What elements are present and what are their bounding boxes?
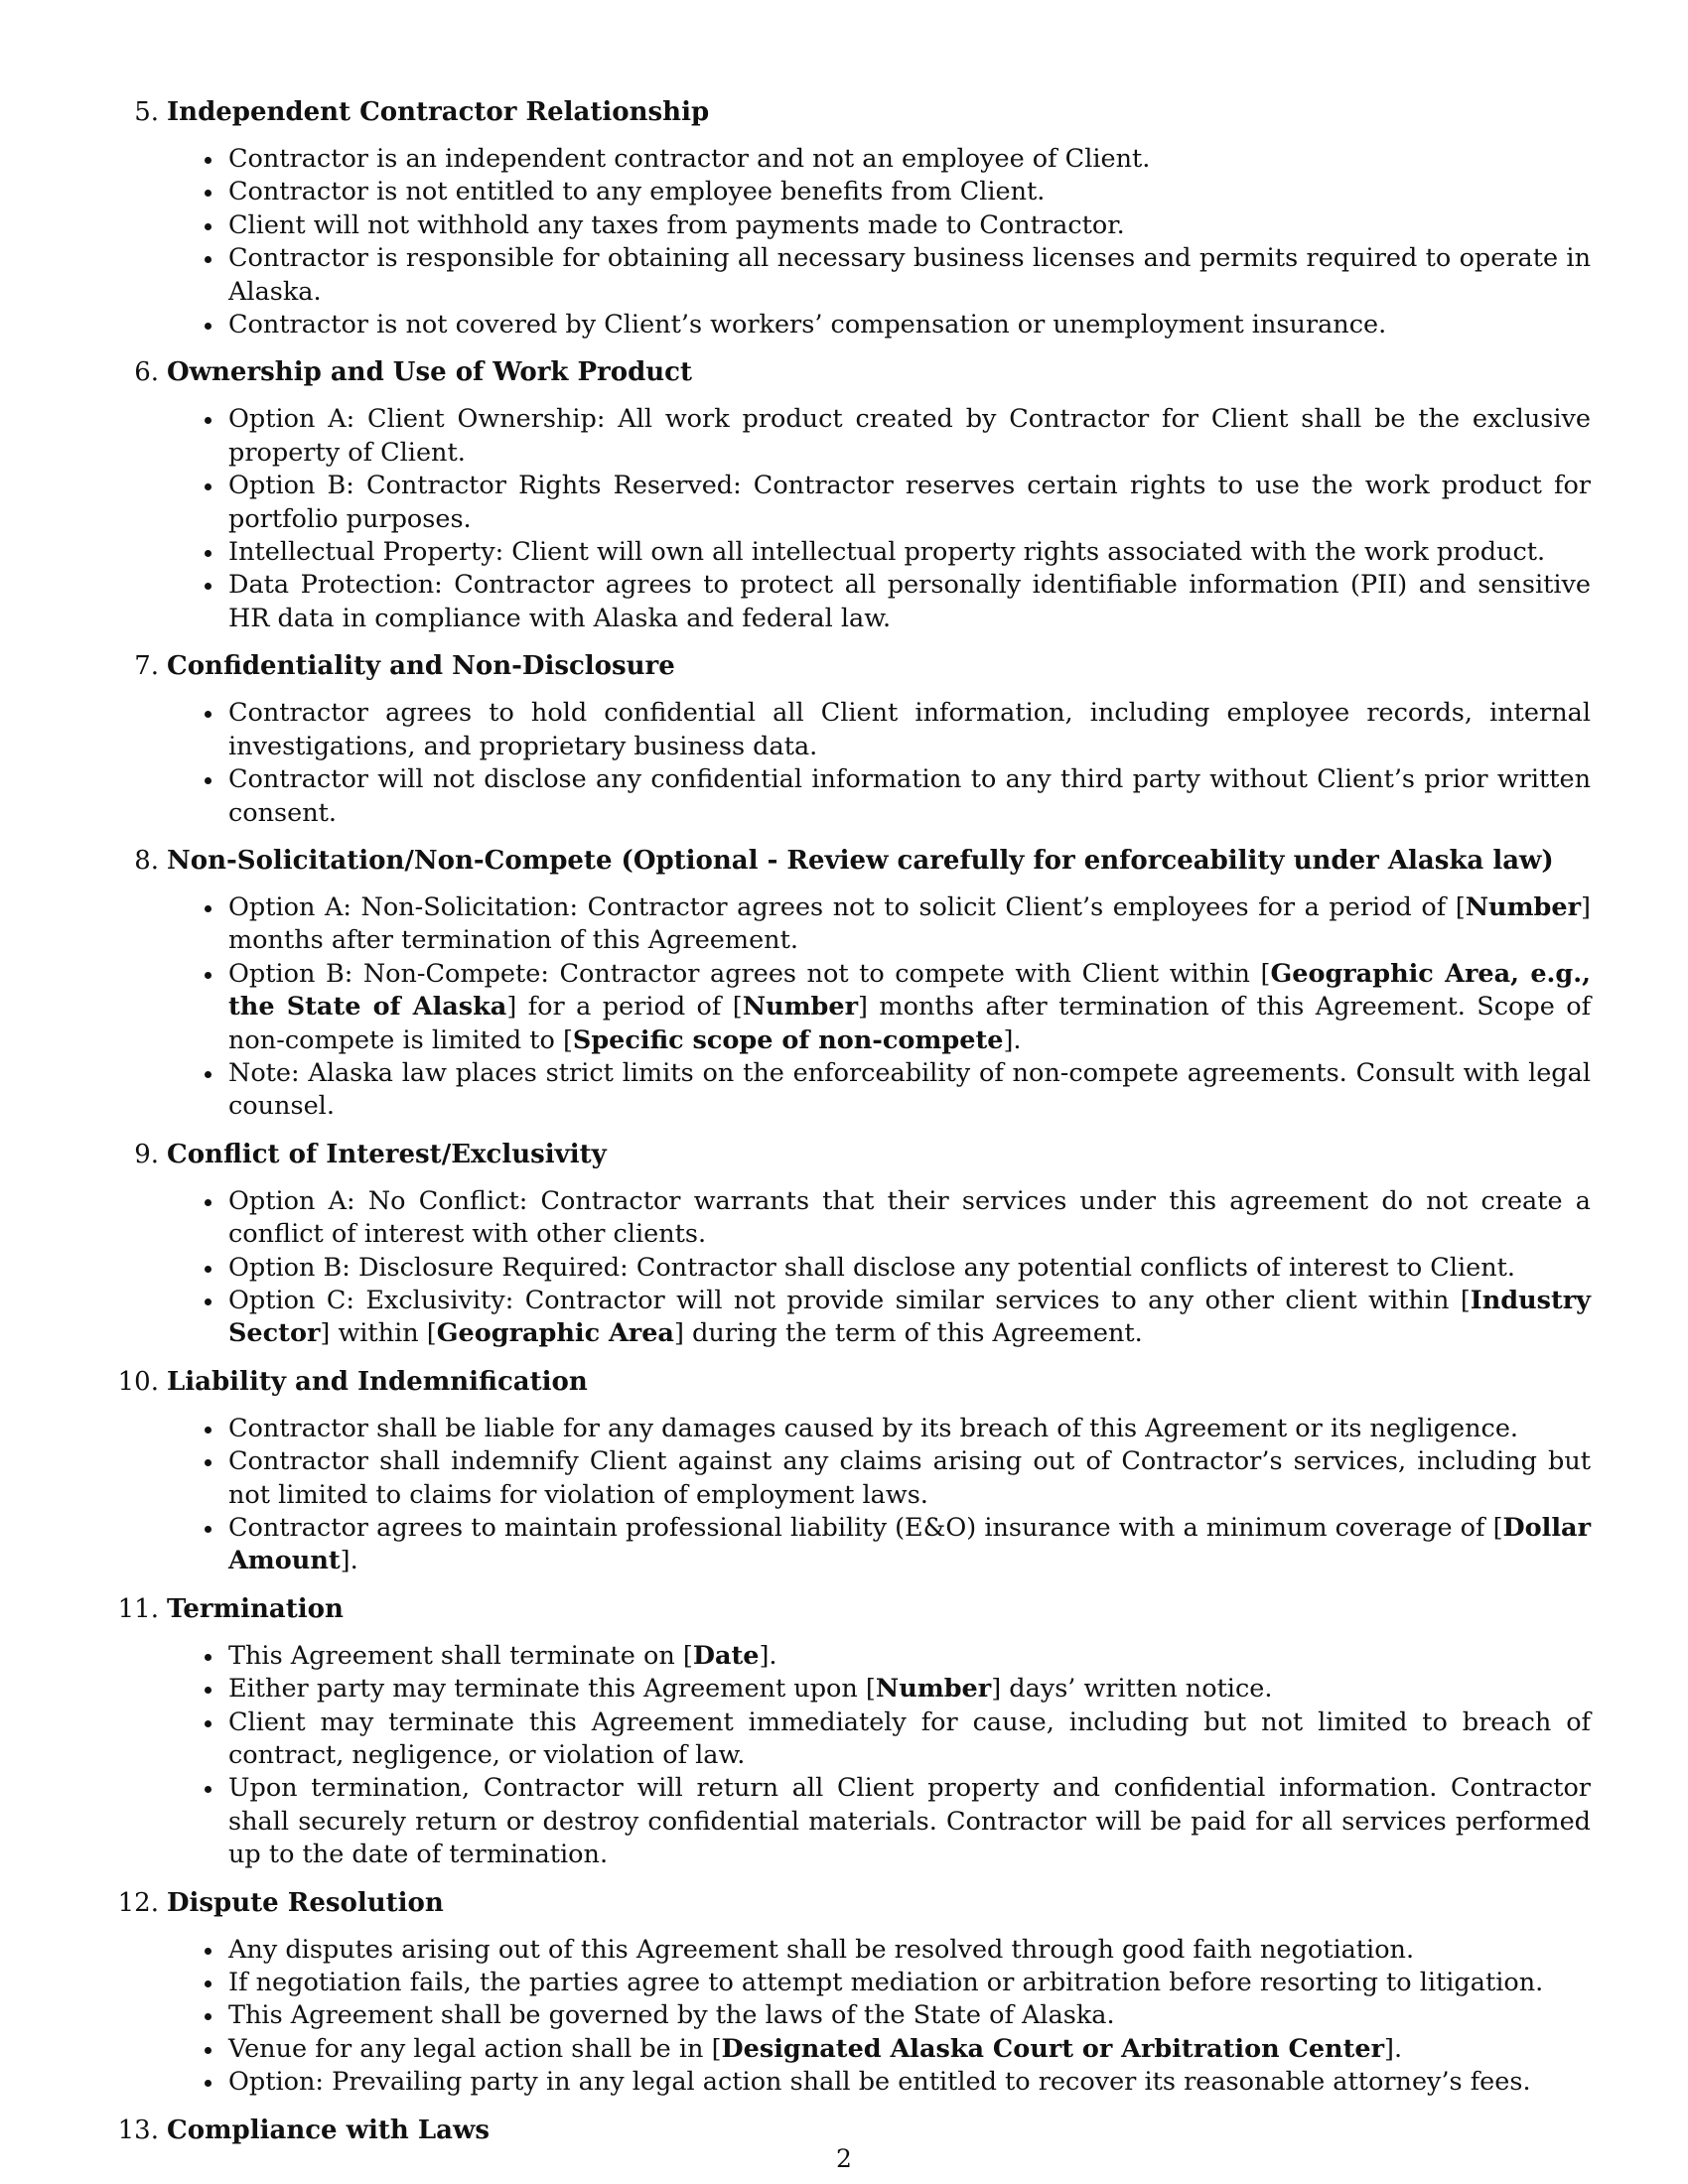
- bullet-item: [228, 403, 1591, 470]
- placeholder-field: Designated Alaska Court or Arbitration Center: [721, 2033, 1385, 2064]
- clause-text: Option B: Contractor Rights Reserved: Contractor reserves certain rights to use the work product for portfolio purposes.: [228, 471, 1591, 534]
- clause-text: This Agreement shall be governed by the laws of the State of Alaska.: [228, 2000, 1115, 2031]
- clause-text: Client will not withhold any taxes from payments made to Contractor.: [228, 209, 1125, 240]
- clause-text: Note: Alaska law places strict limits on the enforceability of non-compete agreements. Consult with legal counsel.: [228, 1057, 1591, 1122]
- section: [119, 355, 1591, 635]
- section-number: 11.: [117, 1593, 159, 1624]
- section-title: Liability and Indemnification: [167, 1366, 588, 1397]
- section: [119, 1138, 1591, 1351]
- clause-text: Contractor is not entitled to any employee benefits from Client.: [228, 177, 1046, 207]
- bullet-list: [167, 697, 1591, 830]
- bullet-list: [167, 1934, 1591, 2100]
- bullet-item: [228, 1999, 1591, 2032]
- clause-text: Option A: Non-Solicitation: Contractor agrees not to solicit Client’s employees for a period of [: [228, 891, 1466, 922]
- clause-text: Contractor will not disclose any confidential information to any third party without Client’s prior written consent.: [228, 764, 1591, 828]
- clause-text: ] days’ written notice.: [991, 1674, 1273, 1705]
- placeholder-field: Date: [692, 1640, 760, 1671]
- section-heading: [134, 844, 1591, 878]
- section-number: 9.: [134, 1139, 159, 1169]
- bullet-item: [228, 1512, 1591, 1578]
- clause-text: Option B: Non-Compete: Contractor agrees not to compete with Client within [: [228, 958, 1271, 989]
- bullet-list: [167, 1413, 1591, 1578]
- clause-text: Data Protection: Contractor agrees to protect all personally identifiable information (PII) and sensitive HR data in compliance with Alaska and federal law.: [228, 570, 1591, 633]
- bullet-item: [228, 1934, 1591, 1967]
- bullet-item: [228, 209, 1591, 242]
- bullet-item: [228, 1967, 1591, 1999]
- clause-text: ] during the term of this Agreement.: [673, 1318, 1143, 1349]
- clause-text: Option: Prevailing party in any legal action shall be entitled to recover its reasonable attorney’s fees.: [228, 2067, 1531, 2098]
- section-heading: [117, 1365, 1591, 1399]
- section-title: Ownership and Use of Work Product: [167, 357, 692, 388]
- section: [119, 2114, 1591, 2147]
- section-heading: [117, 1886, 1591, 1920]
- section-title: Termination: [167, 1593, 344, 1624]
- placeholder-field: Geographic Area, e.g., the State of Alaska: [228, 958, 1592, 1023]
- placeholder-field: Number: [875, 1674, 992, 1705]
- page-number: 2: [836, 2144, 852, 2173]
- clause-text: If negotiation fails, the parties agree to attempt mediation or arbitration before resorting to litigation.: [228, 1968, 1544, 1998]
- bullet-list: [167, 1640, 1591, 1872]
- placeholder-field: Number: [1465, 891, 1582, 922]
- bullet-item: [228, 958, 1591, 1057]
- bullet-item: [228, 2033, 1591, 2066]
- section-number: 12.: [117, 1887, 159, 1918]
- clause-text: Any disputes arising out of this Agreement shall be resolved through good faith negotiation.: [228, 1934, 1415, 1965]
- clause-text: Venue for any legal action shall be in [: [228, 2033, 722, 2064]
- section-heading: [134, 649, 1591, 683]
- section-heading: [134, 95, 1591, 129]
- section: [119, 649, 1591, 830]
- bullet-item: [228, 2066, 1591, 2099]
- clause-text: Contractor agrees to hold confidential all Client information, including employee records, internal investigations, and proprietary business data.: [228, 698, 1591, 761]
- bullet-item: [228, 763, 1591, 830]
- clause-text: ].: [1384, 2033, 1403, 2064]
- clause-text: Upon termination, Contractor will return all Client property and confidential information. Contractor shall securely return or destroy confidential materials. Contractor will be paid for all services performed up to the date of termination.: [228, 1773, 1591, 1870]
- section-number: 8.: [134, 845, 159, 876]
- clause-text: This Agreement shall terminate on [: [228, 1640, 693, 1671]
- clause-text: ].: [759, 1640, 777, 1671]
- section-title: Non-Solicitation/Non-Compete (Optional - Review carefully for enforceability under Alaska law): [167, 845, 1554, 876]
- section-number: 10.: [117, 1366, 159, 1397]
- section: [119, 844, 1591, 1124]
- section-title: Dispute Resolution: [167, 1887, 444, 1918]
- bullet-item: [228, 1057, 1591, 1124]
- clause-text: Contractor agrees to maintain professional liability (E&O) insurance with a minimum coverage of [: [228, 1513, 1503, 1543]
- placeholder-field: Number: [742, 992, 859, 1023]
- bullet-item: [228, 1185, 1591, 1252]
- section: [119, 1365, 1591, 1578]
- section-title: Confidentiality and Non-Disclosure: [167, 651, 675, 682]
- section-heading: [117, 1592, 1591, 1626]
- bullet-item: [228, 891, 1591, 958]
- clause-text: ] within [: [320, 1318, 437, 1349]
- section-number: 5.: [134, 97, 159, 127]
- bullet-item: [228, 569, 1591, 635]
- bullet-item: [228, 1252, 1591, 1285]
- clause-text: Contractor is not covered by Client’s workers’ compensation or unemployment insurance.: [228, 310, 1387, 341]
- section-title: Compliance with Laws: [167, 2115, 491, 2145]
- clause-text: Option B: Disclosure Required: Contractor shall disclose any potential conflicts of interest to Client.: [228, 1252, 1515, 1283]
- bullet-item: [228, 143, 1591, 176]
- clause-text: Contractor is responsible for obtaining all necessary business licenses and permits required to operate in Alaska.: [228, 243, 1591, 307]
- bullet-item: [228, 470, 1591, 536]
- section-heading: [134, 355, 1591, 389]
- clause-text: Client may terminate this Agreement immediately for cause, including but not limited to breach of contract, negligence, or violation of law.: [228, 1706, 1591, 1771]
- bullet-item: [228, 309, 1591, 341]
- bullet-item: [228, 536, 1591, 569]
- section-title: Conflict of Interest/Exclusivity: [167, 1139, 607, 1169]
- clause-text: ] for a period of [: [506, 992, 743, 1023]
- bullet-item: [228, 1772, 1591, 1871]
- section-number: 7.: [134, 651, 159, 682]
- placeholder-field: Specific scope of non-compete: [572, 1024, 1004, 1055]
- section-heading: [117, 2114, 1591, 2147]
- placeholder-field: Industry Sector: [228, 1285, 1591, 1349]
- clause-text: Option A: Client Ownership: All work product created by Contractor for Client shall be the exclusive property of Client.: [228, 404, 1591, 468]
- section-title: Independent Contractor Relationship: [167, 97, 710, 127]
- bullet-item: [228, 1706, 1591, 1773]
- clause-text: Option A: No Conflict: Contractor warrants that their services under this agreement do not create a conflict of interest with other clients.: [228, 1185, 1591, 1250]
- bullet-item: [228, 176, 1591, 208]
- bullet-item: [228, 697, 1591, 763]
- bullet-item: [228, 1445, 1591, 1512]
- bullet-list: [167, 143, 1591, 341]
- clause-text: Contractor shall indemnify Client against any claims arising out of Contractor’s services, including but not limited to claims for violation of employment laws.: [228, 1446, 1591, 1510]
- clause-text: Contractor shall be liable for any damages caused by its breach of this Agreement or its negligence.: [228, 1413, 1519, 1443]
- document-body: [119, 95, 1591, 2161]
- bullet-item: [228, 1640, 1591, 1673]
- placeholder-field: Dollar Amount: [228, 1513, 1591, 1576]
- section-number: 13.: [117, 2115, 159, 2145]
- bullet-list: [167, 1185, 1591, 1351]
- bullet-item: [228, 1413, 1591, 1445]
- clause-text: ] months after termination of this Agreement. Scope of non-compete is limited to [: [228, 992, 1592, 1055]
- section: [119, 1592, 1591, 1872]
- clause-text: Contractor is an independent contractor and not an employee of Client.: [228, 144, 1151, 174]
- bullet-list: [167, 403, 1591, 635]
- section: [119, 95, 1591, 341]
- clause-text: ].: [1003, 1024, 1022, 1055]
- clause-text: Option C: Exclusivity: Contractor will not provide similar services to any other client within [: [228, 1285, 1471, 1315]
- bullet-item: [228, 1285, 1591, 1351]
- placeholder-field: Geographic Area: [436, 1318, 674, 1349]
- clause-text: ] months after termination of this Agreement.: [228, 891, 1591, 956]
- bullet-item: [228, 242, 1591, 309]
- clause-text: Intellectual Property: Client will own all intellectual property rights associated with the work product.: [228, 537, 1546, 568]
- section-heading: [134, 1138, 1591, 1171]
- section: [119, 1886, 1591, 2100]
- bullet-list: [167, 891, 1591, 1124]
- clause-text: ].: [340, 1546, 358, 1576]
- section-number: 6.: [134, 357, 159, 388]
- bullet-item: [228, 1673, 1591, 1706]
- clause-text: Either party may terminate this Agreement upon [: [228, 1674, 876, 1705]
